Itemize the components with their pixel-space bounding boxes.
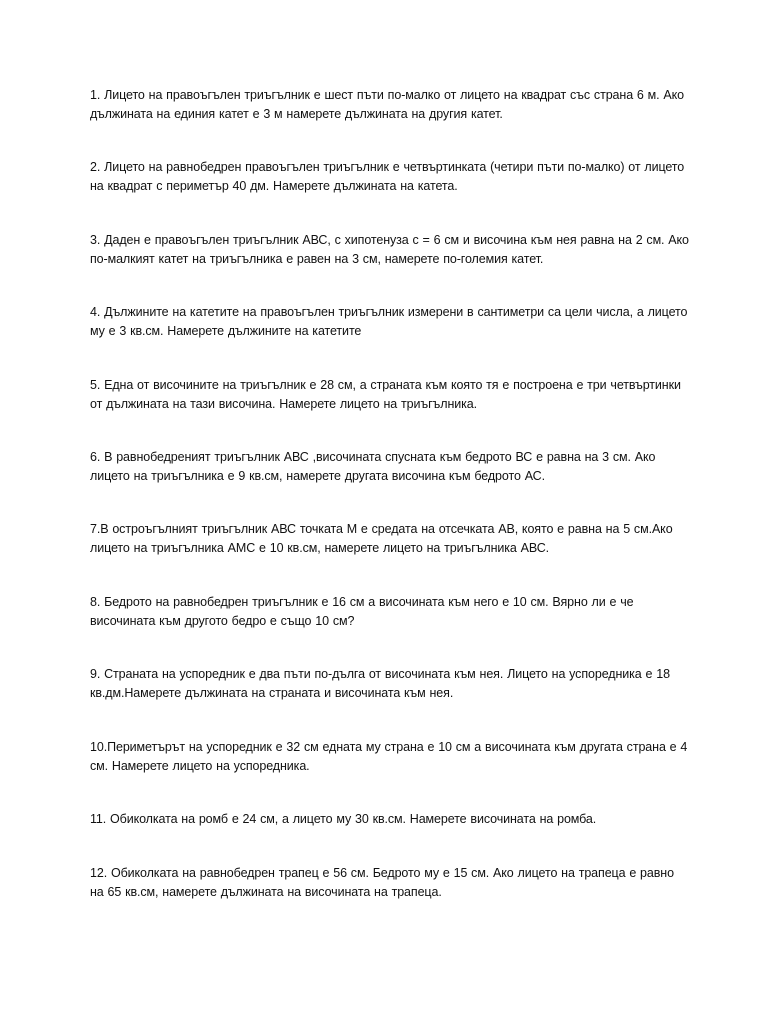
problem-12: 12. Обиколката на равнобедрен трапец е 56 см. Бедрото му е 15 см. Ако лицето на трапеца е равно на 65 кв.см, намерете дължината на височината на трапеца. <box>90 866 674 899</box>
problem-11: 11. Обиколката на ромб е 24 см, а лицето му 30 кв.см. Намерете височината на ромба. <box>90 812 597 826</box>
problem-5: 5. Една от височините на триъгълник е 28 см, а страната към която тя е построена е три четвъртинки от дължината на тази височина. Намерете лицето на триъгълника. <box>90 378 681 411</box>
problem-7: 7.В остроъгълният триъгълник АВС точката М е средата на отсечката АВ, която е равна на 5 см.Ако лицето на триъгълника АМС е 10 кв.см, намерете лицето на триъгълника АВС. <box>90 522 673 555</box>
problem-1: 1. Лицето на правоъгълен триъгълник е шест пъти по-малко от лицето на квадрат със страна 6 м. Ако дължината на единия катет е 3 м намерете дължината на другия катет. <box>90 88 684 121</box>
problem-6: 6. В равнобедреният триъгълник АВС ,височината спусната към бедрото ВС е равна на 3 см. Ако лицето на триъгълника е 9 кв.см, намерете другата височина към бедрото АС. <box>90 450 656 483</box>
problem-8: 8. Бедрото на равнобедрен триъгълник е 16 см а височината към него е 10 см. Вярно ли е че височината към другото бедро е също 10 см? <box>90 595 634 628</box>
problem-10: 10.Периметърът на успоредник е 32 см едната му страна е 10 см а височината към другата страна е 4 см. Намерете лицето на успоредника. <box>90 740 688 773</box>
problem-2: 2. Лицето на равнобедрен правоъгълен триъгълник е четвъртинката (четири пъти по-малко) от лицето на квадрат с периметър 40 дм. Намерете дължината на катета. <box>90 160 685 193</box>
problem-4: 4. Дължините на катетите на правоъгълен триъгълник измерени в сантиметри са цели числа, а лицето му е 3 кв.см. Намерете дължините на катетите <box>90 305 688 338</box>
problem-9: 9. Страната на успоредник е два пъти по-дълга от височината към нея. Лицето на успоредника е 18 кв.дм.Намерете дължината на страната и височината към нея. <box>90 667 670 700</box>
problem-3: 3. Даден е правоъгълен триъгълник АВС, с хипотенуза с = 6 см и височина към нея равна на 2 см. Ако по-малкият катет на триъгълника е равен на 3 см, намерете по-големия катет. <box>90 233 689 266</box>
